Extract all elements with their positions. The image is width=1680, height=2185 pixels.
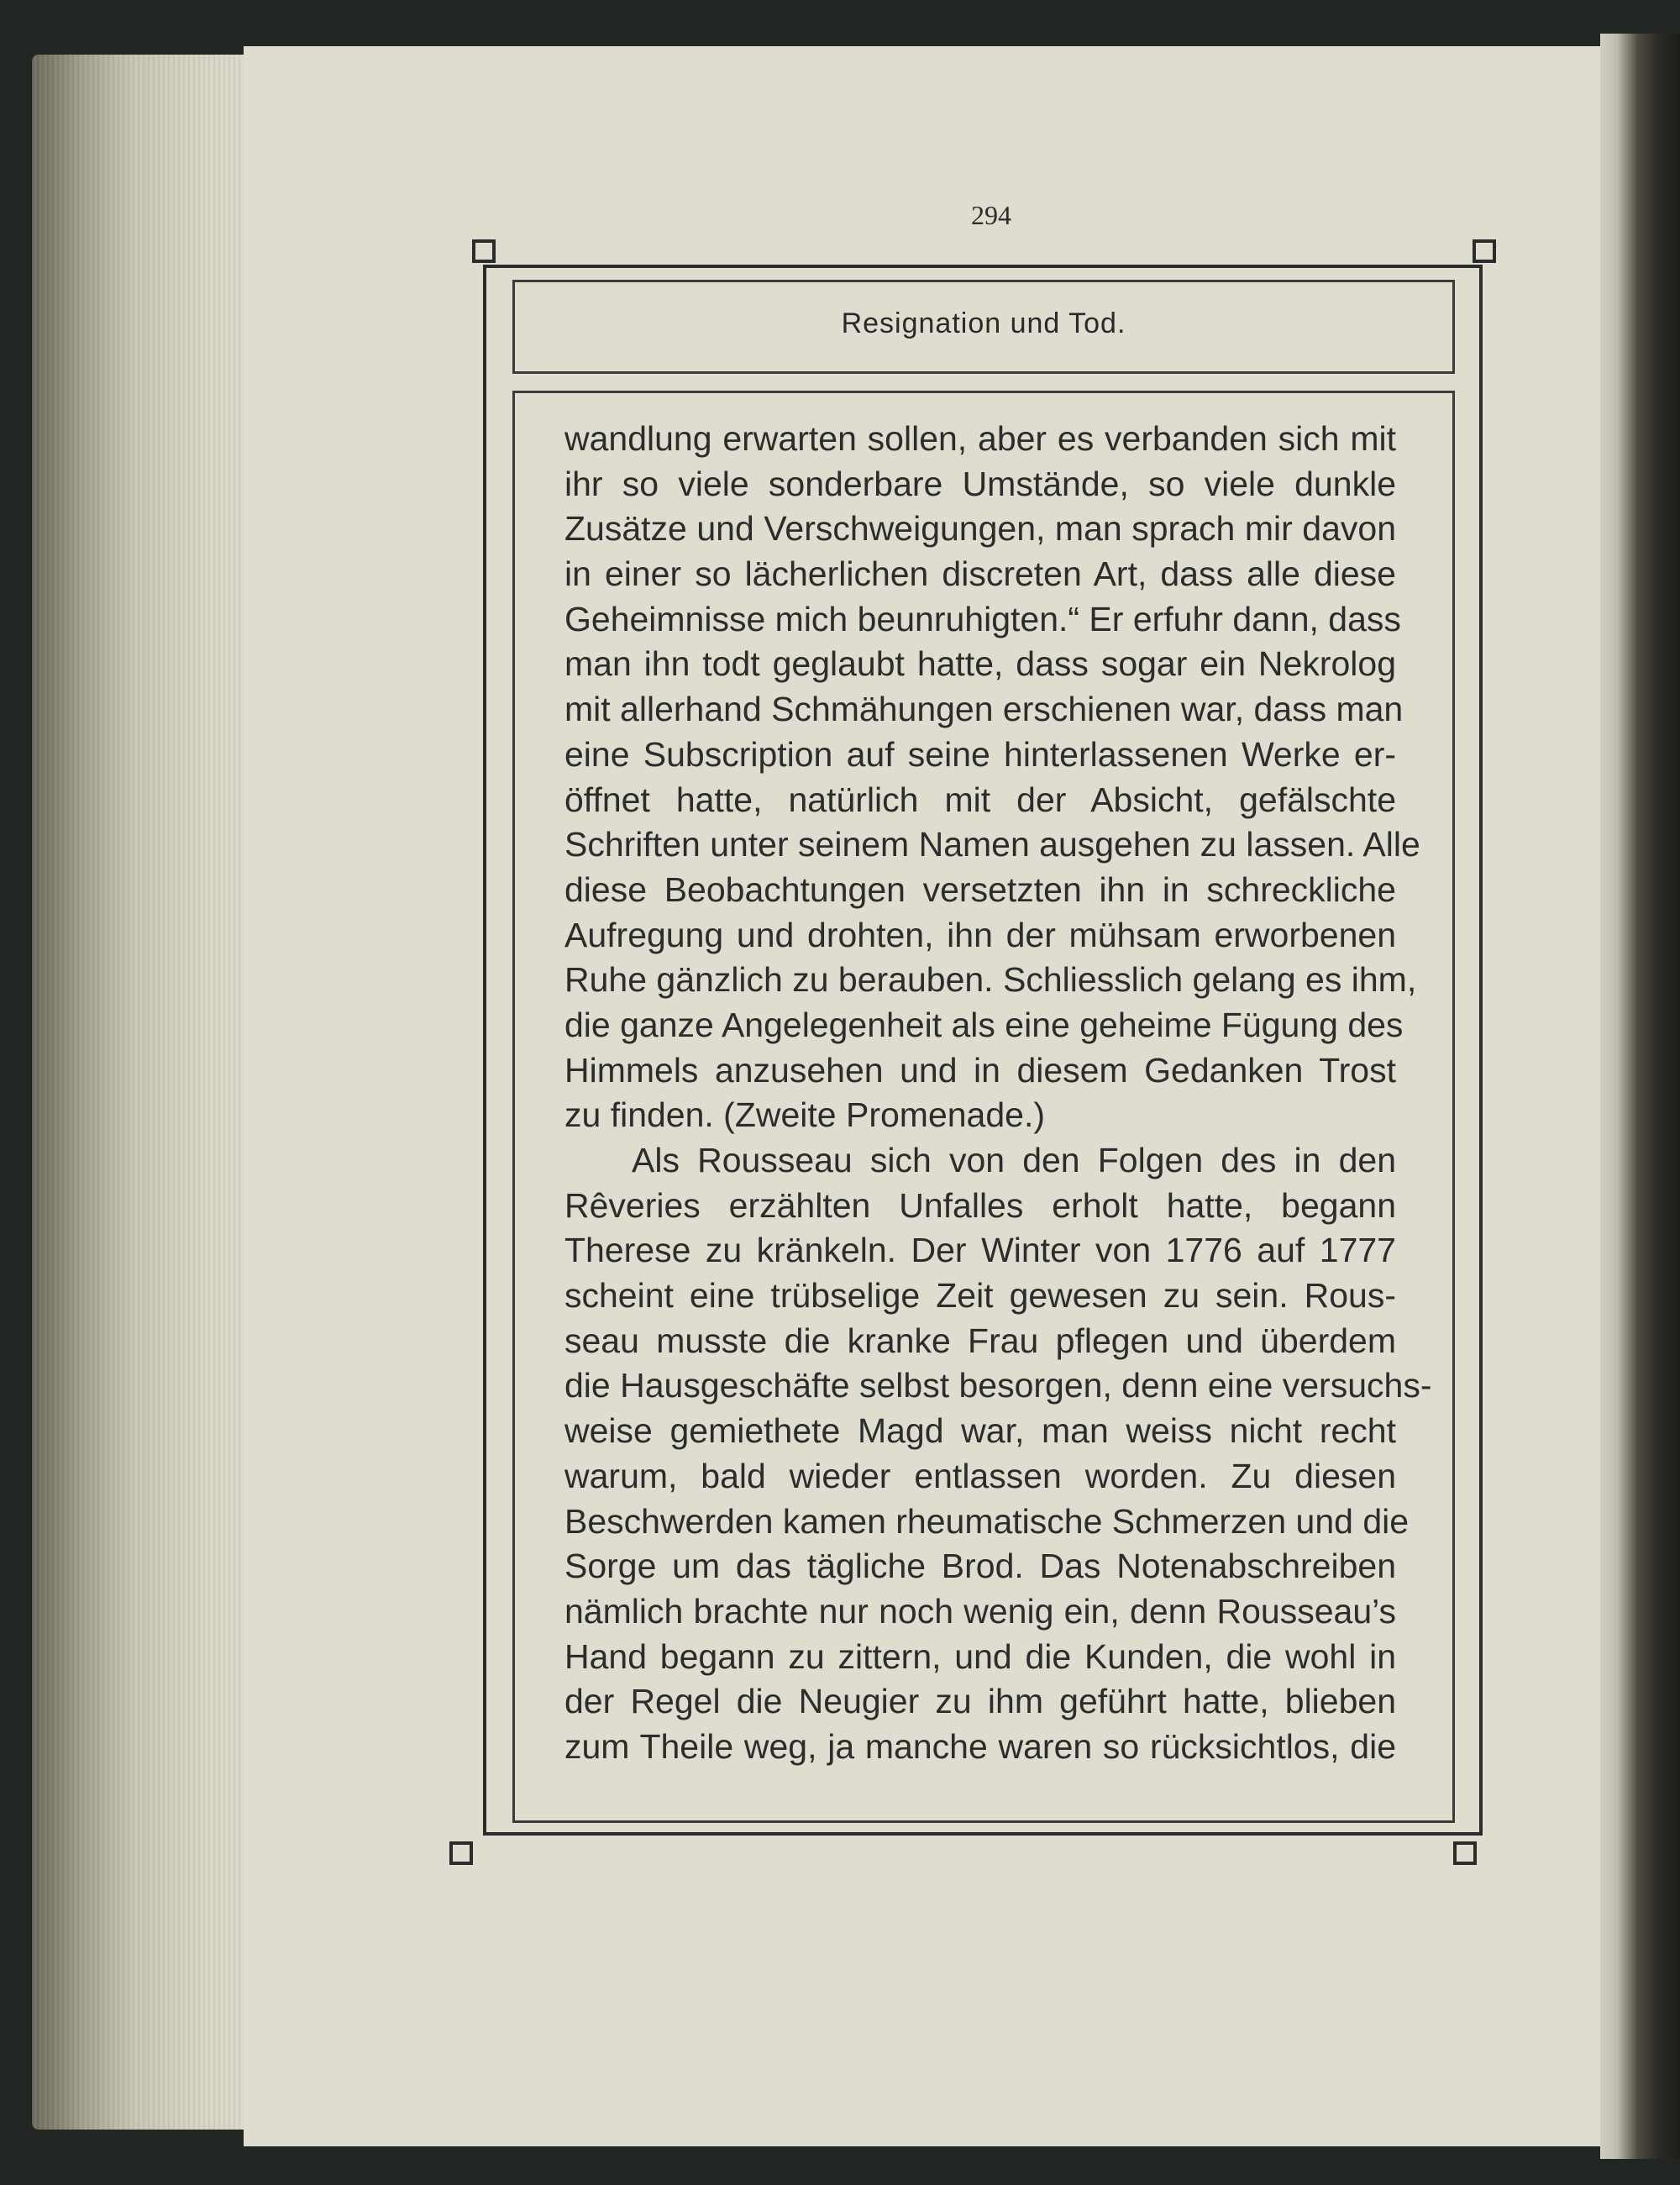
book-gutter: [1600, 34, 1680, 2159]
text-line: Sorge um das tägliche Brod. Das Notenabschreiben: [564, 1547, 1396, 1586]
text-line: Himmels anzusehen und in diesem Gedanken Trost: [564, 1050, 1396, 1090]
text-line: Als Rousseau sich von den Folgen des in den: [632, 1141, 1396, 1179]
text-line: zu finden. (Zweite Promenade.): [564, 1095, 1045, 1135]
text-line: Beschwerden kamen rheumatische Schmerzen und die: [564, 1501, 1410, 1541]
text-line: mit allerhand Schmähungen erschienen war, dass man: [564, 690, 1404, 729]
text-line: Aufregung und drohten, ihn der mühsam erworbenen: [564, 915, 1396, 954]
page-number: 294: [971, 200, 1011, 230]
text-line: Ruhe gänzlich zu berauben. Schliesslich gelang es ihm,: [564, 960, 1417, 1000]
frame-corner-top-right: [1473, 239, 1496, 263]
text-line: Hand begann zu zittern, und die Kunden, die wohl in: [564, 1636, 1396, 1676]
text-line: Therese zu kränkeln. Der Winter von 1776 auf 1777: [564, 1231, 1396, 1270]
book-page-edges: [32, 55, 250, 2130]
text-line: der Regel die Neugier zu ihm geführt hatte, blieben: [564, 1682, 1396, 1721]
text-line: diese Beobachtungen versetzten ihn in schreckliche: [564, 869, 1396, 909]
text-line: Schriften unter seinem Namen ausgehen zu lassen. Alle: [564, 825, 1420, 864]
text-line: wandlung erwarten sollen, aber es verbanden sich mit: [564, 419, 1396, 458]
text-line: Geheimnisse mich beunruhigten.“ Er erfuhr dann, dass: [564, 599, 1401, 638]
text-line: die Hausgeschäfte selbst besorgen, denn eine versuchs-: [564, 1366, 1432, 1405]
body-text: [564, 417, 1432, 1770]
text-line: weise gemiethete Magd war, man weiss nicht recht: [564, 1411, 1396, 1451]
text-line: in einer so lächerlichen discreten Art, dass alle diese: [564, 554, 1396, 594]
text-line: eine Subscription auf seine hinterlassenen Werke er-: [564, 734, 1396, 774]
text-line: seau musste die kranke Frau pflegen und überdem: [564, 1321, 1396, 1360]
text-line: zum Theile weg, ja manche waren so rücksichtlos, die: [564, 1726, 1396, 1766]
frame-corner-bottom-right: [1453, 1841, 1477, 1865]
frame-corner-bottom-left: [449, 1841, 473, 1865]
text-line: öffnet hatte, natürlich mit der Absicht, gefälschte: [564, 780, 1396, 819]
running-head: Resignation und Tod.: [841, 307, 1126, 339]
text-line: man ihn todt geglaubt hatte, dass sogar ein Nekrolog: [564, 644, 1396, 684]
text-line: Rêveries erzählten Unfalles erholt hatte, begann: [564, 1185, 1396, 1225]
text-line: ihr so viele sonderbare Umstände, so viele dunkle: [564, 464, 1396, 503]
text-line: Zusätze und Verschweigungen, man sprach mir davon: [564, 509, 1396, 549]
text-line: warum, bald wieder entlassen worden. Zu diesen: [564, 1456, 1396, 1495]
text-line: nämlich brachte nur noch wenig ein, denn Rousseau’s: [564, 1591, 1396, 1631]
text-line: scheint eine trübselige Zeit gewesen zu sein. Rous-: [564, 1276, 1396, 1316]
frame-corner-top-left: [472, 239, 496, 263]
text-line: die ganze Angelegenheit als eine geheime Fügung des: [564, 1005, 1404, 1044]
